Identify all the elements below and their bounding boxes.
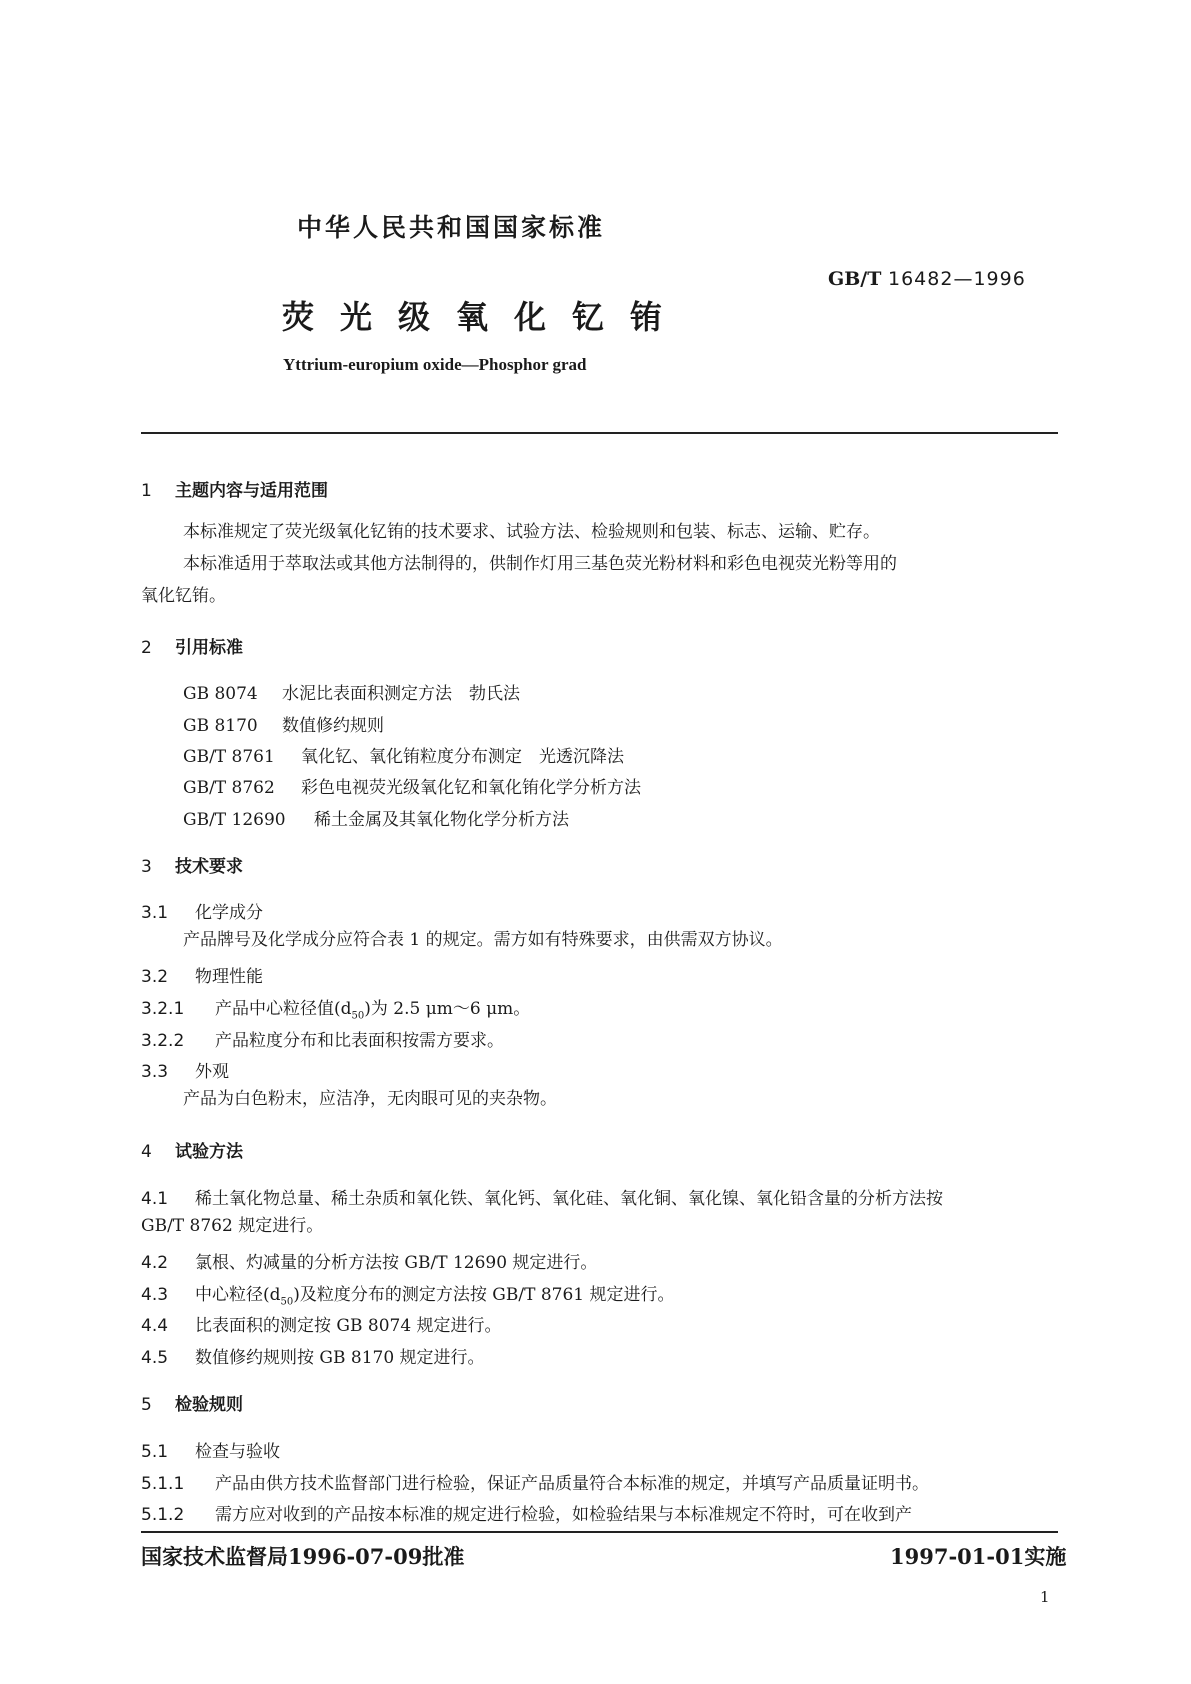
clause-number: 3.2.2	[141, 1031, 185, 1051]
clause-number: 3.2.1	[141, 999, 185, 1019]
section-3-heading	[141, 852, 243, 877]
clause-5-1-2	[141, 1500, 912, 1525]
section-number: 2	[141, 638, 152, 658]
clause-3-2-2	[141, 1026, 504, 1051]
section-1-heading	[141, 476, 328, 501]
section-number: 4	[141, 1142, 152, 1162]
reference-item	[183, 773, 641, 798]
clause-text: 需方应对收到的产品按本标准的规定进行检验，如检验结果与本标准规定不符时，可在收到产	[215, 1505, 912, 1525]
clause-text-cont: )及粒度分布的测定方法按 GB/T 8761 规定进行。	[293, 1285, 675, 1305]
clause-4-4	[141, 1311, 502, 1336]
subscript: 50	[351, 1010, 365, 1022]
reference-item	[183, 742, 624, 767]
clause-4-2	[141, 1248, 597, 1273]
clause-text: 化学成分	[195, 903, 263, 923]
clause-3-2-1	[141, 994, 530, 1021]
section-2-heading	[141, 633, 243, 658]
clause-text: 比表面积的测定按 GB 8074 规定进行。	[195, 1316, 502, 1336]
section-title: 试验方法	[175, 1142, 243, 1162]
clause-4-1-cont: GB/T 8762 规定进行。	[141, 1216, 324, 1236]
section-title: 技术要求	[175, 857, 243, 877]
effective-date: 1997-01-01实施	[890, 1544, 1067, 1569]
section-title: 引用标准	[175, 638, 243, 658]
reference-title: 氧化钇、氧化铕粒度分布测定 光透沉降法	[301, 747, 624, 767]
clause-number: 3.1	[141, 903, 169, 923]
footer-divider	[141, 1531, 1058, 1533]
section-number: 3	[141, 857, 152, 877]
clause-text: 检查与验收	[195, 1442, 280, 1462]
standard-number	[828, 268, 1026, 290]
reference-item	[183, 679, 520, 704]
section-1-paragraph-2-cont: 氧化钇铕。	[141, 586, 226, 606]
clause-text-cont: )为 2.5 μm～6 μm。	[364, 999, 531, 1019]
clause-text: 外观	[195, 1062, 229, 1082]
approval-date: 国家技术监督局1996-07-09批准	[141, 1544, 465, 1569]
clause-text: 数值修约规则按 GB 8170 规定进行。	[195, 1348, 485, 1368]
clause-number: 4.5	[141, 1348, 169, 1368]
document-title-en: Yttrium-europium oxide—Phosphor grad	[283, 355, 587, 374]
clause-number: 5.1.1	[141, 1474, 185, 1494]
reference-code: GB 8074	[183, 684, 258, 704]
clause-5-1-1	[141, 1469, 929, 1494]
section-number: 5	[141, 1395, 152, 1415]
section-1-paragraph-1: 本标准规定了荧光级氧化钇铕的技术要求、试验方法、检验规则和包装、标志、运输、贮存。	[183, 522, 880, 542]
clause-3-2	[141, 962, 263, 987]
clause-3-3	[141, 1057, 229, 1082]
header-divider	[141, 432, 1058, 434]
clause-text: 氯根、灼减量的分析方法按 GB/T 12690 规定进行。	[195, 1253, 598, 1273]
clause-number: 5.1.2	[141, 1505, 185, 1525]
issuing-body-heading: 中华人民共和国国家标准	[297, 213, 606, 242]
clause-number: 3.3	[141, 1062, 169, 1082]
section-number: 1	[141, 481, 152, 501]
reference-title: 水泥比表面积测定方法 勃氏法	[282, 684, 520, 704]
clause-text: 稀土氧化物总量、稀土杂质和氧化铁、氧化钙、氧化硅、氧化铜、氧化镍、氧化铅含量的分析方法按	[195, 1189, 943, 1209]
reference-item	[183, 711, 384, 736]
reference-title: 稀土金属及其氧化物化学分析方法	[314, 810, 569, 830]
page-number: 1	[1040, 1588, 1050, 1606]
reference-code: GB/T 8761	[183, 747, 275, 767]
clause-4-5	[141, 1343, 485, 1368]
reference-item	[183, 805, 569, 830]
reference-code: GB/T 12690	[183, 810, 286, 830]
section-title: 主题内容与适用范围	[175, 481, 328, 501]
reference-title: 彩色电视荧光级氧化钇和氧化铕化学分析方法	[301, 778, 641, 798]
clause-3-1-paragraph: 产品牌号及化学成分应符合表 1 的规定。需方如有特殊要求，由供需双方协议。	[183, 930, 783, 950]
clause-number: 4.2	[141, 1253, 169, 1273]
clause-number: 5.1	[141, 1442, 169, 1462]
reference-code: GB 8170	[183, 716, 258, 736]
clause-4-1	[141, 1184, 943, 1209]
clause-number: 4.4	[141, 1316, 169, 1336]
section-title: 检验规则	[175, 1395, 243, 1415]
reference-code: GB/T 8762	[183, 778, 275, 798]
clause-text: 产品粒度分布和比表面积按需方要求。	[215, 1031, 504, 1051]
clause-text: 物理性能	[195, 967, 263, 987]
section-4-heading	[141, 1137, 243, 1162]
reference-title: 数值修约规则	[282, 716, 384, 736]
clause-5-1	[141, 1437, 280, 1462]
clause-text: 产品由供方技术监督部门进行检验，保证产品质量符合本标准的规定，并填写产品质量证明书。	[215, 1474, 929, 1494]
standard-prefix: GB/T	[828, 268, 882, 290]
clause-3-3-paragraph: 产品为白色粉末，应洁净，无肉眼可见的夹杂物。	[183, 1089, 557, 1109]
standard-code: 16482—1996	[888, 268, 1026, 290]
clause-text: 产品中心粒径值(d	[215, 999, 352, 1019]
clause-number: 4.1	[141, 1189, 169, 1209]
section-1-paragraph-2: 本标准适用于萃取法或其他方法制得的，供制作灯用三基色荧光粉材料和彩色电视荧光粉等用的	[183, 554, 897, 574]
subscript: 50	[280, 1296, 294, 1308]
clause-text: 中心粒径(d	[195, 1285, 281, 1305]
clause-number: 3.2	[141, 967, 169, 987]
clause-3-1	[141, 898, 263, 923]
section-5-heading	[141, 1390, 243, 1415]
clause-number: 4.3	[141, 1285, 169, 1305]
document-title-cn: 荧光级氧化钇铕	[282, 298, 689, 336]
clause-4-3	[141, 1280, 675, 1307]
